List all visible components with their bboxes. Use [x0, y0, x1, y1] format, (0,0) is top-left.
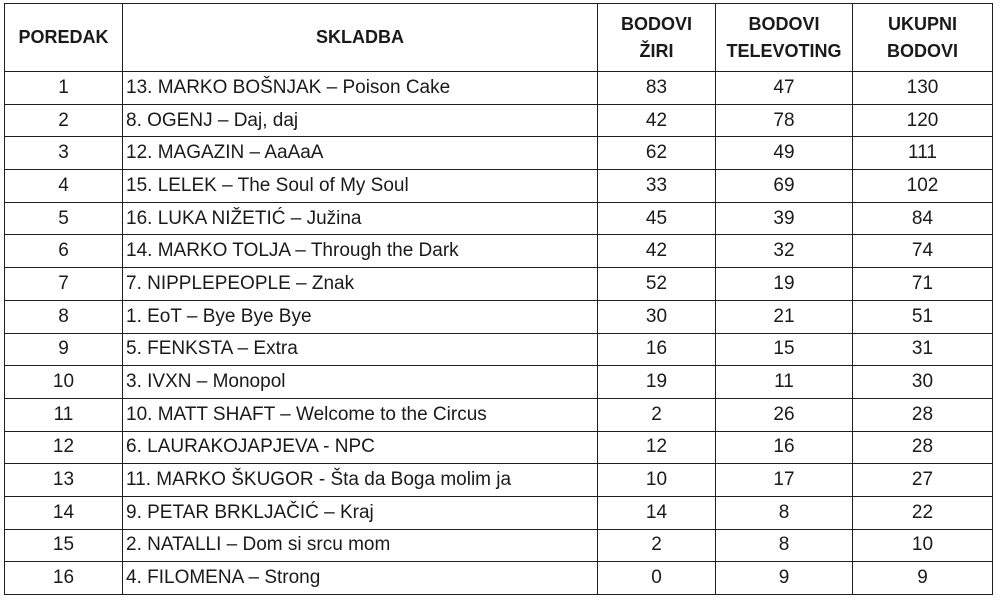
televoting-points-cell: 32	[716, 235, 853, 268]
table-row	[5, 464, 993, 497]
jury-points-cell: 2	[598, 398, 716, 431]
televoting-points-cell: 15	[716, 333, 853, 366]
table-row	[5, 431, 993, 464]
table-row	[5, 496, 993, 529]
televoting-points-cell: 26	[716, 398, 853, 431]
header-rank	[5, 4, 123, 72]
rank-cell: 2	[5, 104, 123, 137]
results-table	[4, 3, 993, 595]
total-points-cell: 28	[853, 431, 993, 464]
table-row	[5, 137, 993, 170]
table-row	[5, 398, 993, 431]
jury-points-cell: 52	[598, 268, 716, 301]
table-row	[5, 268, 993, 301]
televoting-points-cell: 17	[716, 464, 853, 497]
results-table-container	[4, 3, 993, 595]
total-points-cell: 31	[853, 333, 993, 366]
song-cell: 7. NIPPLEPEOPLE – Znak	[123, 268, 598, 301]
rank-cell: 3	[5, 137, 123, 170]
rank-cell: 6	[5, 235, 123, 268]
rank-cell: 13	[5, 464, 123, 497]
table-row	[5, 235, 993, 268]
jury-points-cell: 45	[598, 202, 716, 235]
jury-points-cell: 30	[598, 300, 716, 333]
table-row	[5, 529, 993, 562]
header-song-label: SKLADBA	[316, 27, 404, 47]
header-total-line1: UKUPNI	[887, 13, 957, 34]
header-rank-label: POREDAK	[18, 27, 109, 47]
total-points-cell: 120	[853, 104, 993, 137]
televoting-points-cell: 49	[716, 137, 853, 170]
table-row	[5, 202, 993, 235]
rank-cell: 11	[5, 398, 123, 431]
table-row	[5, 562, 993, 595]
total-points-cell: 27	[853, 464, 993, 497]
song-cell: 10. MATT SHAFT – Welcome to the Circus	[123, 398, 598, 431]
total-points-cell: 84	[853, 202, 993, 235]
song-cell: 12. MAGAZIN – AaAaA	[123, 137, 598, 170]
total-points-cell: 130	[853, 72, 993, 105]
televoting-points-cell: 69	[716, 170, 853, 203]
header-televoting-points	[716, 4, 853, 72]
total-points-cell: 30	[853, 366, 993, 399]
song-cell: 2. NATALLI – Dom si srcu mom	[123, 529, 598, 562]
televoting-points-cell: 47	[716, 72, 853, 105]
total-points-cell: 28	[853, 398, 993, 431]
header-tele-line1: BODOVI	[748, 13, 820, 34]
table-row	[5, 104, 993, 137]
rank-cell: 14	[5, 496, 123, 529]
header-song	[123, 4, 598, 72]
table-row	[5, 170, 993, 203]
televoting-points-cell: 78	[716, 104, 853, 137]
song-cell: 3. IVXN – Monopol	[123, 366, 598, 399]
song-cell: 4. FILOMENA – Strong	[123, 562, 598, 595]
televoting-points-cell: 16	[716, 431, 853, 464]
jury-points-cell: 14	[598, 496, 716, 529]
jury-points-cell: 42	[598, 235, 716, 268]
total-points-cell: 102	[853, 170, 993, 203]
jury-points-cell: 83	[598, 72, 716, 105]
total-points-cell: 71	[853, 268, 993, 301]
table-row	[5, 366, 993, 399]
rank-cell: 12	[5, 431, 123, 464]
televoting-points-cell: 21	[716, 300, 853, 333]
header-jury-points	[598, 4, 716, 72]
header-tele-line2: TELEVOTING	[726, 40, 842, 61]
jury-points-cell: 2	[598, 529, 716, 562]
header-row	[5, 4, 993, 72]
header-total-line2: BODOVI	[886, 40, 958, 61]
jury-points-cell: 12	[598, 431, 716, 464]
song-cell: 6. LAURAKOJAPJEVA - NPC	[123, 431, 598, 464]
jury-points-cell: 62	[598, 137, 716, 170]
televoting-points-cell: 11	[716, 366, 853, 399]
rank-cell: 9	[5, 333, 123, 366]
rank-cell: 5	[5, 202, 123, 235]
table-row	[5, 333, 993, 366]
jury-points-cell: 0	[598, 562, 716, 595]
song-cell: 5. FENKSTA – Extra	[123, 333, 598, 366]
total-points-cell: 74	[853, 235, 993, 268]
televoting-points-cell: 8	[716, 529, 853, 562]
table-row	[5, 72, 993, 105]
total-points-cell: 51	[853, 300, 993, 333]
televoting-points-cell: 19	[716, 268, 853, 301]
rank-cell: 4	[5, 170, 123, 203]
song-cell: 8. OGENJ – Daj, daj	[123, 104, 598, 137]
jury-points-cell: 10	[598, 464, 716, 497]
televoting-points-cell: 8	[716, 496, 853, 529]
song-cell: 13. MARKO BOŠNJAK – Poison Cake	[123, 72, 598, 105]
rank-cell: 7	[5, 268, 123, 301]
rank-cell: 1	[5, 72, 123, 105]
total-points-cell: 22	[853, 496, 993, 529]
song-cell: 11. MARKO ŠKUGOR - Šta da Boga molim ja	[123, 464, 598, 497]
table-body	[5, 72, 993, 595]
header-total-points	[853, 4, 993, 72]
jury-points-cell: 42	[598, 104, 716, 137]
header-jury-line1: BODOVI	[620, 13, 692, 34]
total-points-cell: 111	[853, 137, 993, 170]
song-cell: 9. PETAR BRKLJAČIĆ – Kraj	[123, 496, 598, 529]
song-cell: 14. MARKO TOLJA – Through the Dark	[123, 235, 598, 268]
song-cell: 16. LUKA NIŽETIĆ – Južina	[123, 202, 598, 235]
table-row	[5, 300, 993, 333]
rank-cell: 8	[5, 300, 123, 333]
rank-cell: 15	[5, 529, 123, 562]
televoting-points-cell: 39	[716, 202, 853, 235]
rank-cell: 16	[5, 562, 123, 595]
jury-points-cell: 16	[598, 333, 716, 366]
jury-points-cell: 19	[598, 366, 716, 399]
total-points-cell: 9	[853, 562, 993, 595]
rank-cell: 10	[5, 366, 123, 399]
televoting-points-cell: 9	[716, 562, 853, 595]
jury-points-cell: 33	[598, 170, 716, 203]
song-cell: 1. EoT – Bye Bye Bye	[123, 300, 598, 333]
total-points-cell: 10	[853, 529, 993, 562]
header-jury-line2: ŽIRI	[639, 40, 674, 61]
song-cell: 15. LELEK – The Soul of My Soul	[123, 170, 598, 203]
